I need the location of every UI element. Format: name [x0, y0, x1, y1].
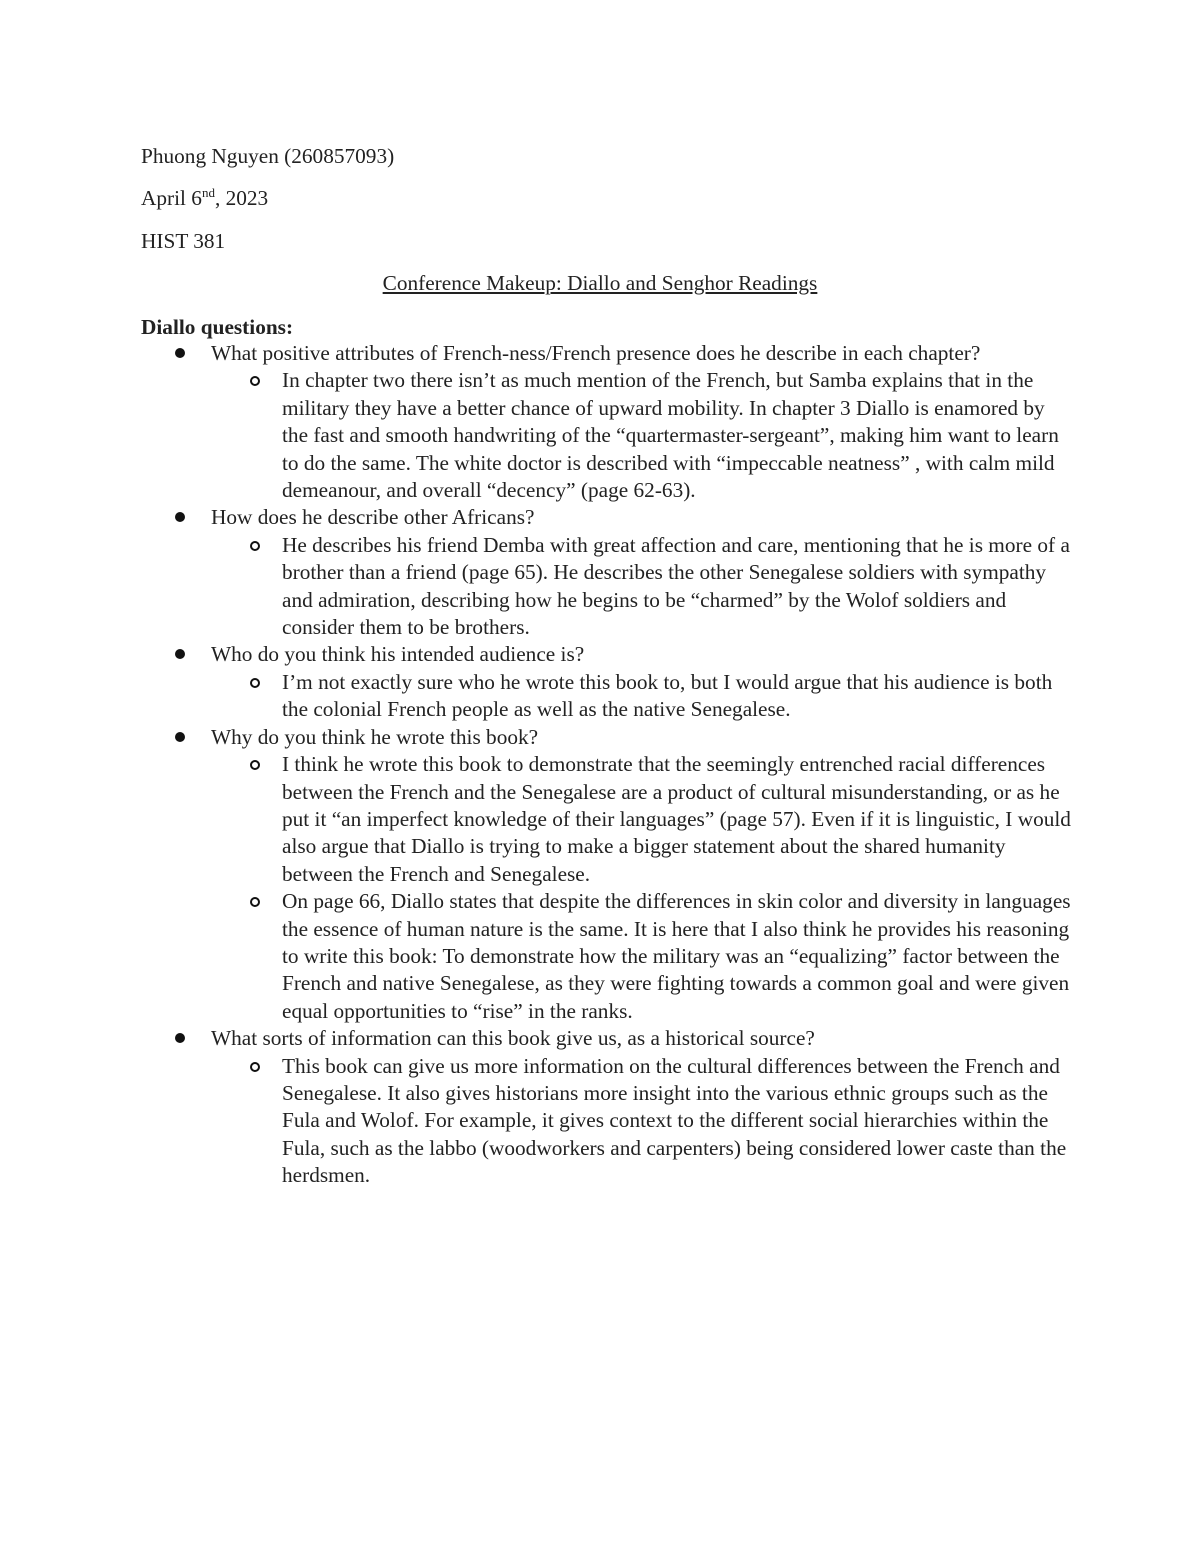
answer-list [211, 669, 1071, 724]
answer-list [211, 532, 1071, 642]
filled-bullet-icon [175, 732, 185, 742]
date-year: , 2023 [214, 186, 269, 210]
question-item [141, 504, 1071, 641]
author-line: Phuong Nguyen (260857093) [141, 144, 395, 168]
question-text: Why do you think he wrote this book? [211, 724, 539, 749]
hollow-bullet-icon [250, 678, 260, 688]
answer-item [141, 888, 1071, 1025]
answer-item [141, 669, 1071, 724]
document-title: Conference Makeup: Diallo and Senghor Readings [382, 271, 818, 295]
answer-text: This book can give us more information on the cultural differences between the French and Senegalese. It also gives historians more insight into the various ethnic groups such as the Fula and Wolof. For example, it gives context to the different social hierarchies within the Fula, such as the labbo (woodworkers and carpenters) being considered lower caste than the herdsmen. [282, 1053, 1067, 1188]
question-item [141, 340, 1071, 504]
question-text: What sorts of information can this book give us, as a historical source? [211, 1026, 815, 1051]
answer-list [211, 367, 1071, 504]
answer-text: He describes his friend Demba with great affection and care, mentioning that he is more of a brother than a friend (page 65). He describes the other Senegalese soldiers with sympathy and admiration, describing how he begins to be “charmed” by the Wolof soldiers and consider them to be brothers. [282, 532, 1070, 640]
question-item [141, 724, 1071, 1025]
question-item [141, 1025, 1071, 1189]
hollow-bullet-icon [250, 897, 260, 907]
filled-bullet-icon [175, 348, 185, 358]
answer-item [141, 532, 1071, 642]
date-line [141, 185, 268, 212]
answer-text: On page 66, Diallo states that despite the differences in skin color and diversity in languages the essence of human nature is the same. It is here that I also think he provides his reasoning to write this book: To demonstrate how the military was an “equalizing” factor between the French and native Senegalese, as they were fighting towards a common goal and were given equal opportunities to “rise” in the ranks. [282, 889, 1071, 1023]
answer-text: I’m not exactly sure who he wrote this book to, but I would argue that his audience is both the colonial French people as well as the native Senegalese. [282, 669, 1053, 722]
answer-list [211, 751, 1071, 1025]
hollow-bullet-icon [250, 1062, 260, 1072]
answer-item [141, 367, 1071, 504]
answer-text: In chapter two there isn’t as much mention of the French, but Samba explains that in the military they have a better chance of upward mobility. In chapter 3 Diallo is enamored by the fast and smooth handwriting of the “quartermaster-sergeant”, making him want to learn to do the same. The white doctor is described with “impeccable neatness” , with calm mild demeanour, and overall “decency” (page 62-63). [282, 368, 1059, 503]
answer-text: I think he wrote this book to demonstrate that the seemingly entrenched racial differences between the French and the Senegalese are a product of cultural misunderstanding, or as he put it “an imperfect knowledge of their languages” (page 57). Even if it is linguistic, I would also argue that Diallo is trying to make a bigger statement about the shared humanity between the French and Senegalese. [282, 752, 1071, 886]
question-text: How does he describe other Africans? [211, 505, 535, 530]
question-text: What positive attributes of French-ness/French presence does he describe in each chapter? [211, 341, 981, 365]
question-text: Who do you think his intended audience is? [211, 642, 585, 667]
hollow-bullet-icon [250, 760, 260, 770]
answer-item [141, 1053, 1071, 1190]
hollow-bullet-icon [250, 376, 260, 386]
answer-item [141, 751, 1071, 888]
question-item [141, 641, 1071, 723]
filled-bullet-icon [175, 512, 185, 522]
hollow-bullet-icon [250, 541, 260, 551]
filled-bullet-icon [175, 649, 185, 659]
answer-list [211, 1053, 1071, 1190]
course-line: HIST 381 [141, 229, 226, 253]
date-ordinal-suffix: nd [201, 184, 215, 200]
filled-bullet-icon [175, 1033, 185, 1043]
question-list [141, 340, 1071, 1190]
section-heading: Diallo questions: [141, 315, 294, 339]
date-month-day: April 6 [141, 186, 202, 210]
